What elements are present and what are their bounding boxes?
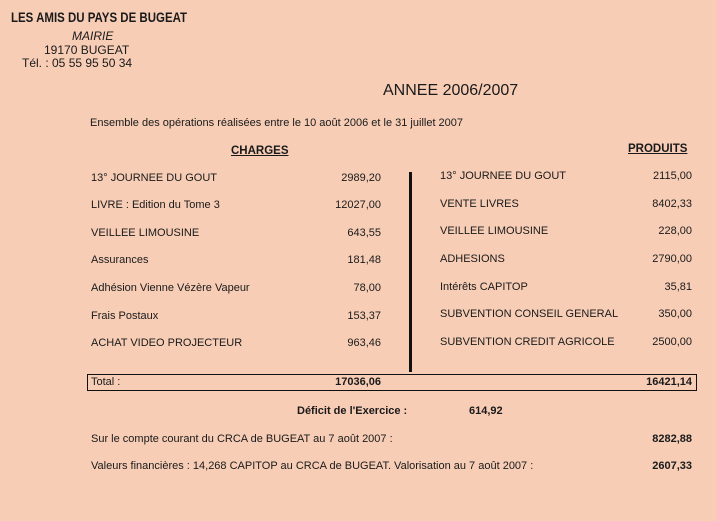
charges-row-value: 181,48 xyxy=(347,254,381,266)
produits-row-label: VEILLEE LIMOUSINE xyxy=(440,225,549,237)
deficit-value: 614,92 xyxy=(469,405,503,417)
mairie-line: MAIRIE xyxy=(72,29,114,43)
intro-text: Ensemble des opérations réalisées entre le 10 août 2006 et le 31 juillet 2007 xyxy=(90,117,464,129)
address-line: 19170 BUGEAT xyxy=(44,43,130,57)
deficit-label: Déficit de l'Exercice : xyxy=(297,405,408,417)
charges-row-value: 643,55 xyxy=(347,227,381,239)
total-label: Total : xyxy=(91,376,121,388)
produits-total: 16421,14 xyxy=(646,376,692,388)
charges-row-label: Assurances xyxy=(91,254,149,266)
produits-row-label: SUBVENTION CREDIT AGRICOLE xyxy=(440,336,615,348)
compte-courant-label: Sur le compte courant du CRCA de BUGEAT au 7 août 2007 : xyxy=(91,433,393,445)
produits-row-value: 2500,00 xyxy=(652,336,692,348)
charges-total: 17036,06 xyxy=(335,376,381,388)
charges-row-label: VEILLEE LIMOUSINE xyxy=(91,227,200,239)
charges-row-label: Adhésion Vienne Vézère Vapeur xyxy=(91,282,250,294)
produits-row-value: 2115,00 xyxy=(653,170,692,182)
charges-row-label: ACHAT VIDEO PROJECTEUR xyxy=(91,337,243,349)
total-row-box xyxy=(87,374,697,391)
valeurs-financieres-value: 2607,33 xyxy=(652,460,692,472)
charges-row-label: Frais Postaux xyxy=(91,310,159,322)
produits-row-value: 350,00 xyxy=(658,308,692,320)
valeurs-financieres-label: Valeurs financières : 14,268 CAPITOP au CRCA de BUGEAT. Valorisation au 7 août 2007 : xyxy=(91,460,534,472)
column-divider xyxy=(409,172,412,372)
charges-row-label: LIVRE : Edition du Tome 3 xyxy=(91,199,220,211)
produits-row-value: 35,81 xyxy=(664,281,692,293)
produits-row-label: Intérêts CAPITOP xyxy=(440,281,528,293)
charges-row-value: 2989,20 xyxy=(341,172,381,184)
compte-courant-value: 8282,88 xyxy=(652,433,692,445)
produits-row-label: 13° JOURNEE DU GOUT xyxy=(440,170,567,182)
produits-heading: PRODUITS xyxy=(628,143,688,155)
charges-row-value: 153,37 xyxy=(347,310,381,322)
charges-row-value: 78,00 xyxy=(353,282,381,294)
charges-row-value: 963,46 xyxy=(347,337,381,349)
organization-name: LES AMIS DU PAYS DE BUGEAT xyxy=(11,9,188,25)
produits-row-label: VENTE LIVRES xyxy=(440,198,519,210)
page-title: ANNEE 2006/2007 xyxy=(383,82,519,99)
phone-line: Tél. : 05 55 95 50 34 xyxy=(22,56,133,70)
produits-row-value: 228,00 xyxy=(658,225,692,237)
charges-row-label: 13° JOURNEE DU GOUT xyxy=(91,172,218,184)
produits-row-value: 2790,00 xyxy=(652,253,692,265)
produits-row-value: 8402,33 xyxy=(652,198,692,210)
charges-row-value: 12027,00 xyxy=(335,199,381,211)
charges-heading: CHARGES xyxy=(231,145,289,157)
produits-row-label: SUBVENTION CONSEIL GENERAL xyxy=(440,308,619,320)
produits-row-label: ADHESIONS xyxy=(440,253,505,265)
